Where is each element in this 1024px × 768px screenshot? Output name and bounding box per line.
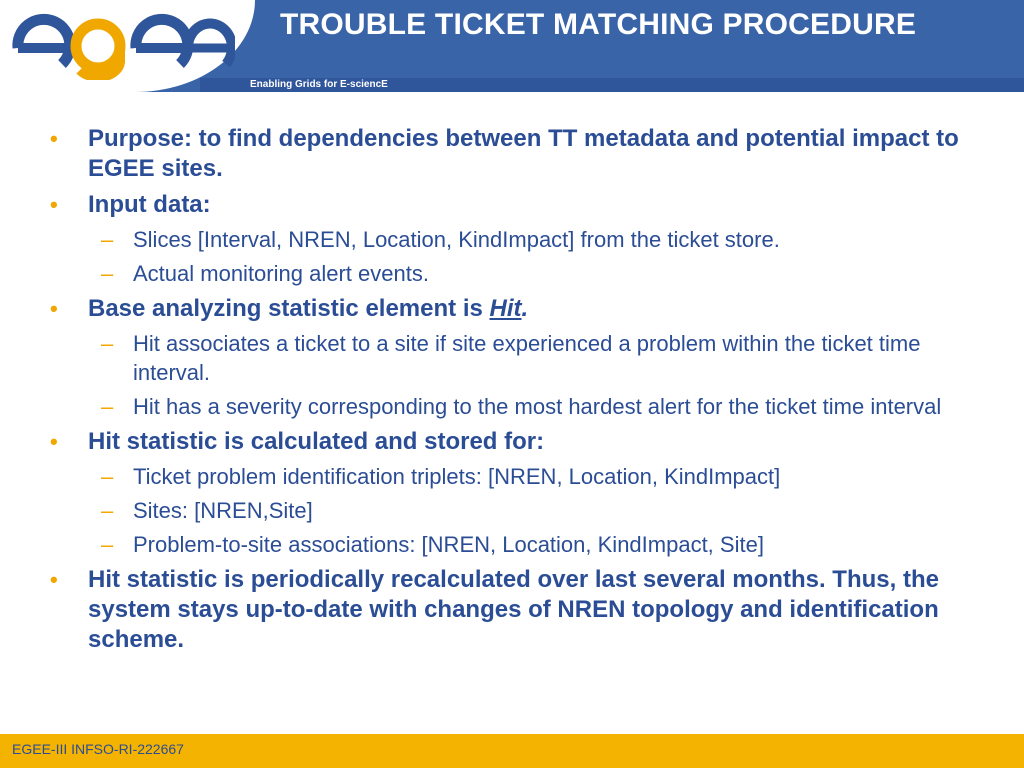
bullet-dot-icon: •	[50, 192, 58, 217]
hit-term: Hit	[489, 295, 522, 322]
tagline: Enabling Grids for E-sciencE	[250, 79, 388, 90]
sub-bullet-associations: – Problem-to-site associations: [NREN, Location, KindImpact, Site]	[101, 532, 764, 557]
egee-logo	[10, 10, 235, 80]
sub-bullet-triplets: – Ticket problem identification triplets: [NREN, Location, KindImpact]	[101, 464, 781, 489]
footer-text: EGEE-III INFSO-RI-222667	[12, 741, 184, 757]
bullet-dot-icon: •	[50, 296, 58, 321]
bullet-hit-statistic: • Hit statistic is calculated and stored for:	[50, 428, 545, 455]
logo-letter-g	[76, 24, 120, 77]
slide-title: TROUBLE TICKET MATCHING PROCEDURE	[280, 8, 917, 41]
logo-letter-e3	[188, 24, 232, 64]
dash-icon: –	[101, 498, 114, 523]
dash-icon: –	[101, 394, 114, 419]
bullet-input-data: • Input data:	[50, 191, 211, 218]
sub-bullet-sites: – Sites: [NREN,Site]	[101, 498, 313, 523]
dash-icon: –	[101, 464, 114, 489]
bullet-dot-icon: •	[50, 126, 58, 151]
bullet-purpose: • Purpose: to find dependencies between TT metadata and potential impact to EGEE sites.	[50, 125, 959, 182]
logo-area	[0, 0, 255, 92]
bullet-base-element: • Base analyzing statistic element is Hit.	[50, 295, 529, 322]
dash-icon: –	[101, 532, 114, 557]
logo-letter-e2	[136, 19, 188, 64]
footer-bar	[0, 734, 1024, 768]
sub-bullet-hit-severity: – Hit has a severity corresponding to the most hardest alert for the ticket time interval	[101, 394, 942, 419]
sub-bullet-alerts: – Actual monitoring alert events.	[101, 261, 429, 286]
bullet-dot-icon: •	[50, 567, 58, 592]
dash-icon: –	[101, 331, 114, 356]
sub-bullet-slices: – Slices [Interval, NREN, Location, KindImpact] from the ticket store.	[101, 227, 780, 252]
slide-content	[0, 118, 1024, 655]
sub-bullet-hit-associates: – Hit associates a ticket to a site if site experienced a problem within the ticket time interval.	[101, 331, 921, 385]
bullet-dot-icon: •	[50, 429, 58, 454]
dash-icon: –	[101, 261, 114, 286]
bullet-recalculation: • Hit statistic is periodically recalculated over last several months. Thus, the system stays up-to-date with changes of NREN topology and identification scheme.	[50, 566, 939, 653]
dash-icon: –	[101, 227, 114, 252]
logo-letter-e1	[18, 19, 70, 64]
